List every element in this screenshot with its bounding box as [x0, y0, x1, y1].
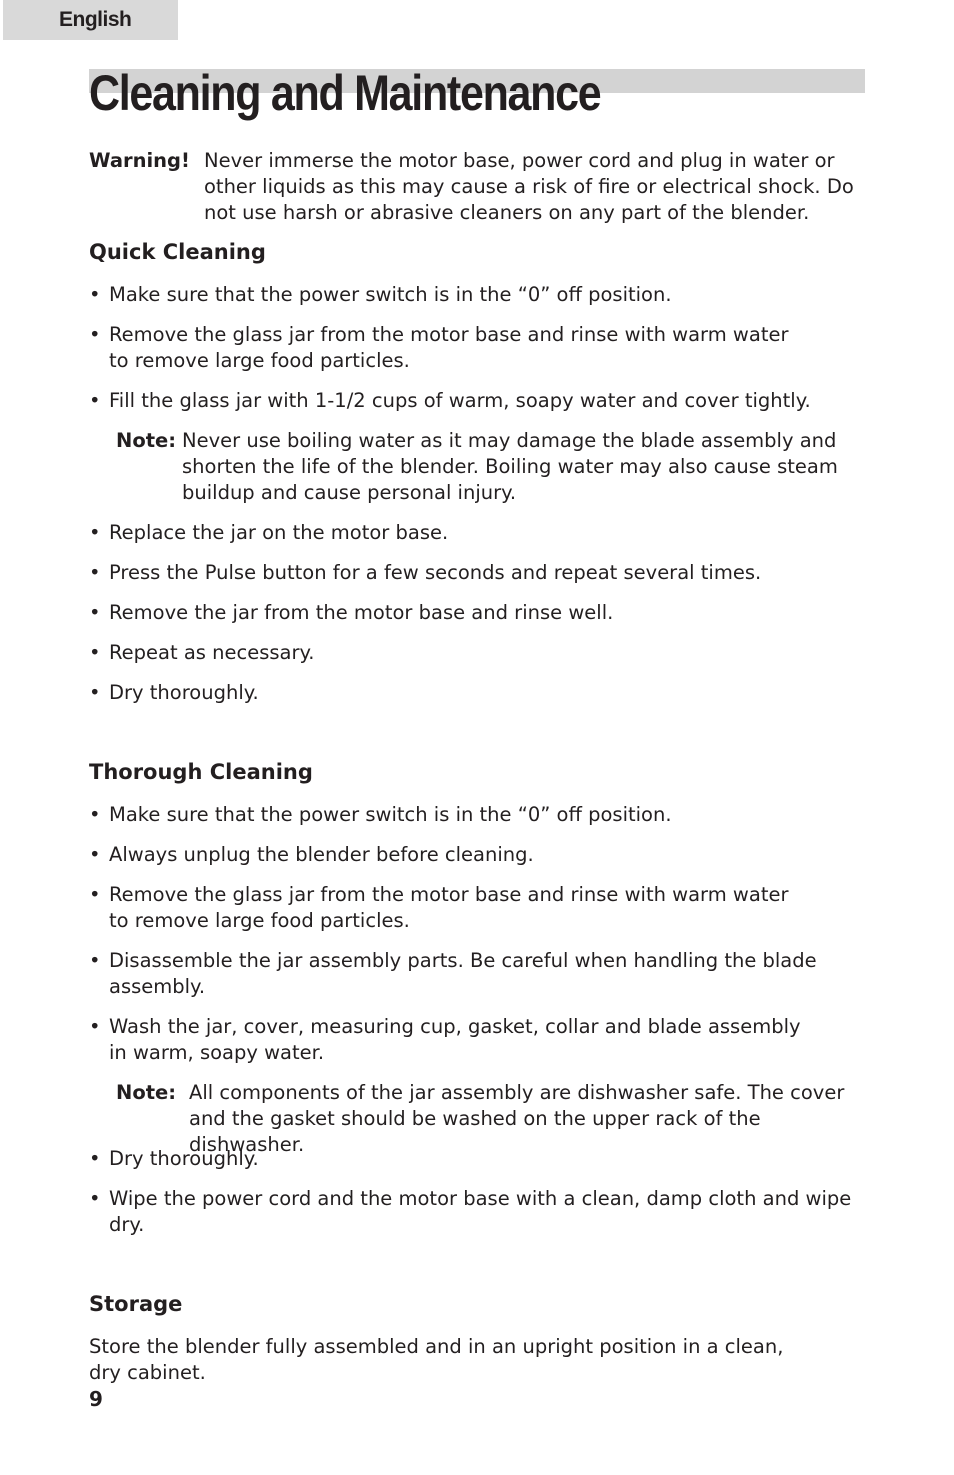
list-item — [89, 322, 809, 374]
list-item-text: Replace the jar on the motor base. — [109, 521, 449, 544]
bullet-glyph: • — [89, 883, 101, 906]
list-item-text: Fill the glass jar with 1-1/2 cups of warm, soapy water and cover tightly. — [109, 389, 811, 412]
list-item-text: Make sure that the power switch is in the “0” off position. — [109, 283, 672, 306]
list-item-text: Disassemble the jar assembly parts. Be careful when handling the blade assembly. — [109, 949, 817, 998]
list-item — [89, 842, 859, 868]
warning-label: Warning! — [89, 149, 190, 172]
list-item-text: Remove the glass jar from the motor base and rinse with warm water to remove large food particles. — [109, 323, 789, 372]
list-item — [89, 680, 859, 706]
bullet-glyph: • — [89, 641, 101, 664]
bullet-glyph: • — [89, 601, 101, 624]
list-item — [89, 388, 859, 414]
note-text: All components of the jar assembly are dishwasher safe. The cover and the gasket should be washed on the upper rack of the dishwasher. — [189, 1081, 845, 1156]
quick-cleaning-note — [116, 428, 876, 506]
thorough-cleaning-heading: Thorough Cleaning — [89, 760, 313, 784]
language-tab: English — [3, 0, 178, 40]
list-item-text: Dry thoroughly. — [109, 681, 259, 704]
bullet-glyph: • — [89, 949, 101, 972]
list-item — [89, 560, 859, 586]
list-item — [89, 600, 859, 626]
list-item-text: Remove the glass jar from the motor base and rinse with warm water to remove large food particles. — [109, 883, 789, 932]
list-item — [89, 520, 859, 546]
note-text: Never use boiling water as it may damage the blade assembly and shorten the life of the blender. Boiling water may also cause steam buildup and cause personal injury. — [182, 429, 838, 504]
bullet-glyph: • — [89, 843, 101, 866]
list-item — [89, 282, 859, 308]
storage-text: Store the blender fully assembled and in an upright position in a clean, dry cabinet. — [89, 1335, 784, 1384]
page-number: 9 — [89, 1387, 103, 1411]
list-item-text: Always unplug the blender before cleaning. — [109, 843, 534, 866]
list-item — [89, 1014, 819, 1066]
bullet-glyph: • — [89, 1015, 101, 1038]
bullet-glyph: • — [89, 681, 101, 704]
list-item-text: Make sure that the power switch is in the “0” off position. — [109, 803, 672, 826]
list-item — [89, 1186, 859, 1238]
quick-cleaning-heading: Quick Cleaning — [89, 240, 266, 264]
warning-text: Never immerse the motor base, power cord and plug in water or other liquids as this may cause a risk of fire or electrical shock. Do not use harsh or abrasive cleaners on any part of the blender. — [204, 149, 854, 224]
bullet-glyph: • — [89, 323, 101, 346]
note-label: Note: — [116, 1081, 177, 1104]
list-item — [89, 1146, 859, 1172]
page-title: Cleaning and Maintenance — [89, 65, 601, 121]
list-item — [89, 640, 859, 666]
list-item — [89, 802, 859, 828]
bullet-glyph: • — [89, 521, 101, 544]
list-item-text: Press the Pulse button for a few seconds and repeat several times. — [109, 561, 762, 584]
bullet-glyph: • — [89, 561, 101, 584]
list-item — [89, 948, 819, 1000]
note-label: Note: — [116, 429, 177, 452]
list-item-text: Repeat as necessary. — [109, 641, 315, 664]
bullet-glyph: • — [89, 1147, 101, 1170]
bullet-glyph: • — [89, 1187, 101, 1210]
bullet-glyph: • — [89, 803, 101, 826]
storage-heading: Storage — [89, 1292, 183, 1316]
list-item-text: Remove the jar from the motor base and rinse well. — [109, 601, 614, 624]
list-item-text: Wash the jar, cover, measuring cup, gasket, collar and blade assembly in warm, soapy water. — [109, 1015, 801, 1064]
list-item-text: Dry thoroughly. — [109, 1147, 259, 1170]
bullet-glyph: • — [89, 283, 101, 306]
list-item-text: Wipe the power cord and the motor base with a clean, damp cloth and wipe dry. — [109, 1187, 852, 1236]
bullet-glyph: • — [89, 389, 101, 412]
warning-block — [89, 148, 879, 226]
list-item — [89, 882, 809, 934]
